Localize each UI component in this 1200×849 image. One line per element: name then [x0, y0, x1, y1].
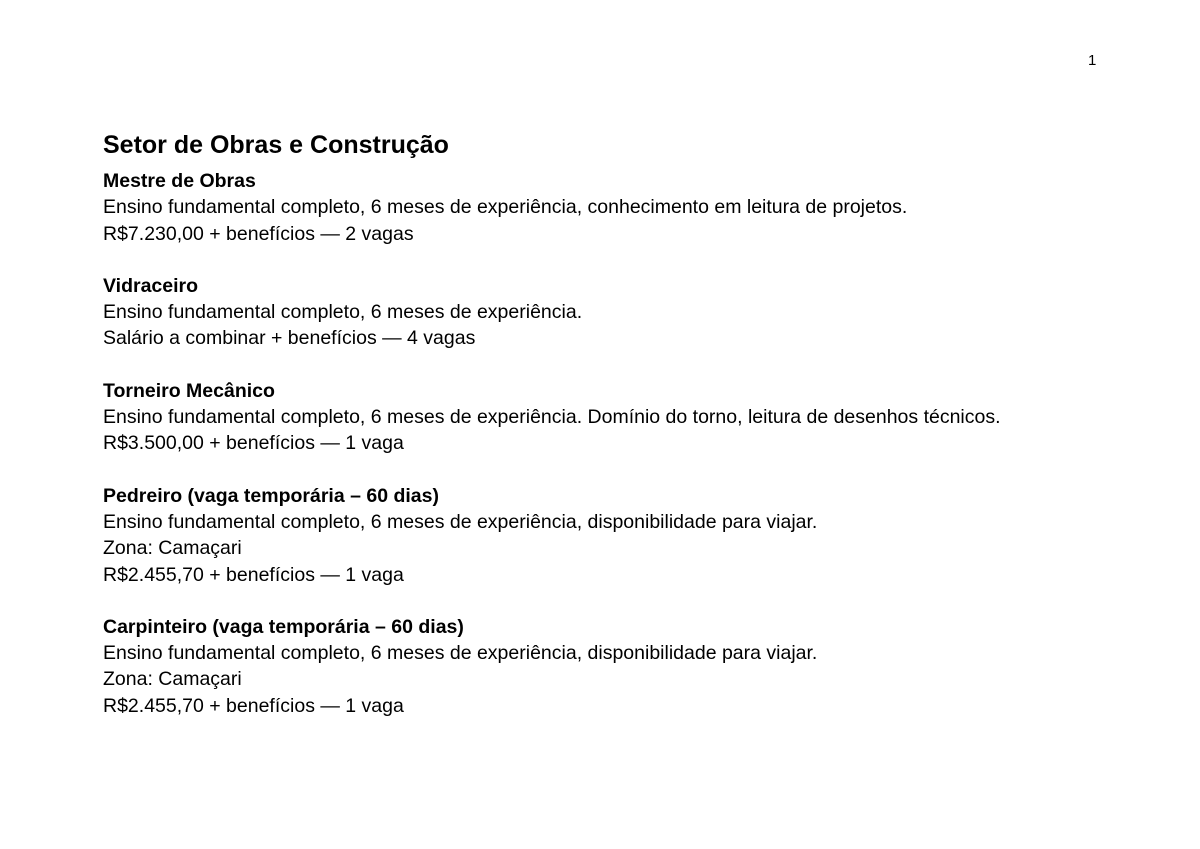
job-salary: Salário a combinar + benefícios — 4 vagas	[103, 327, 476, 350]
job-salary: R$7.230,00 + benefícios — 2 vagas	[103, 222, 414, 245]
job-title: Torneiro Mecânico	[103, 379, 275, 402]
job-title: Carpinteiro (vaga temporária – 60 dias)	[103, 615, 464, 638]
job-zone: Zona: Camaçari	[103, 537, 242, 560]
job-listing-vidraceiro	[103, 273, 1103, 352]
section-title: Setor de Obras e Construção	[103, 131, 449, 159]
job-title: Vidraceiro	[103, 274, 199, 297]
job-requirements: Ensino fundamental completo, 6 meses de experiência, conhecimento em leitura de projetos.	[103, 196, 908, 219]
job-title: Mestre de Obras	[103, 170, 256, 192]
job-requirements: Ensino fundamental completo, 6 meses de experiência. Domínio do torno, leitura de desenhos técnicos.	[103, 406, 1001, 429]
job-listing-torneiro-mecanico	[103, 378, 1103, 457]
job-salary: R$2.455,70 + benefícios — 1 vaga	[103, 694, 404, 717]
job-requirements: Ensino fundamental completo, 6 meses de experiência.	[103, 301, 583, 324]
job-requirements: Ensino fundamental completo, 6 meses de experiência, disponibilidade para viajar.	[103, 510, 818, 533]
job-requirements: Ensino fundamental completo, 6 meses de experiência, disponibilidade para viajar.	[103, 642, 818, 665]
job-zone: Zona: Camaçari	[103, 668, 242, 691]
job-salary: R$2.455,70 + benefícios — 1 vaga	[103, 563, 404, 586]
job-listing-pedreiro	[103, 483, 1103, 588]
job-salary: R$3.500,00 + benefícios — 1 vaga	[103, 432, 404, 455]
job-listing-mestre-de-obras	[103, 168, 1103, 247]
job-listing-carpinteiro	[103, 614, 1103, 719]
job-title: Pedreiro (vaga temporária – 60 dias)	[103, 484, 439, 507]
page-number: 1	[1088, 52, 1097, 69]
document-body	[103, 128, 1103, 745]
